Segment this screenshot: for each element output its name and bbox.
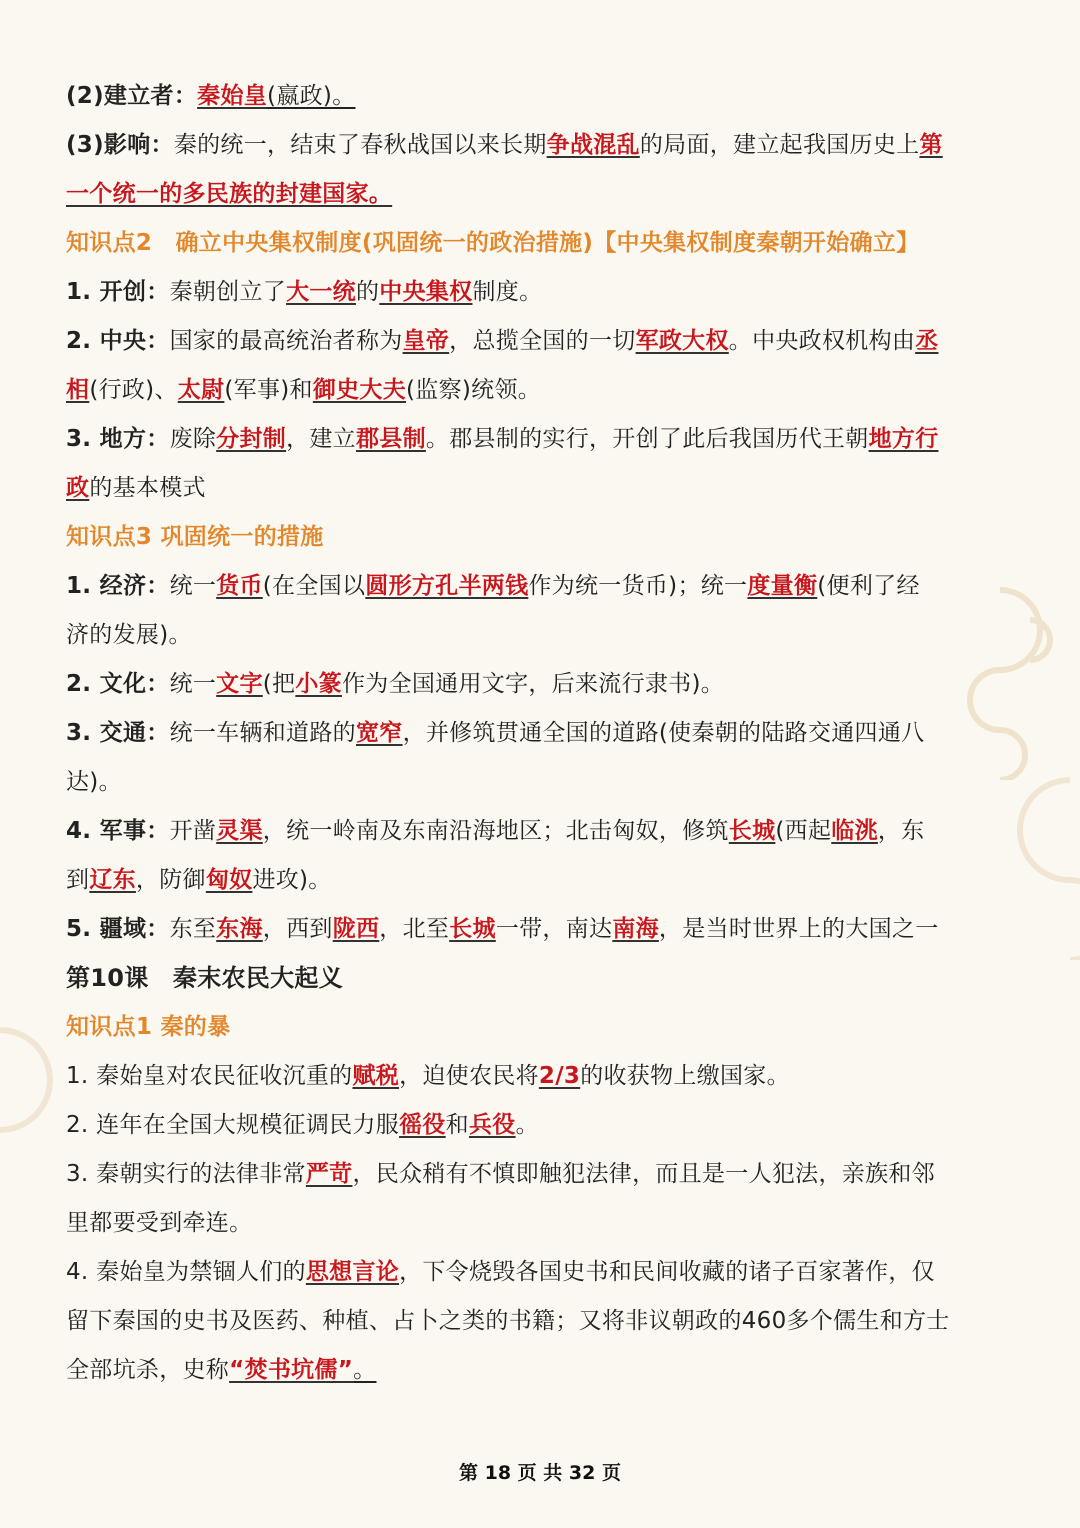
- key-term: 分封制: [216, 426, 287, 452]
- key-term: 太尉: [177, 377, 225, 403]
- key-term: 圆形方孔半两钱: [365, 573, 529, 599]
- line-transport-cont: [66, 758, 1016, 807]
- heading-text: 知识点3 巩固统一的措施: [66, 524, 324, 550]
- key-term: 郡县制: [355, 426, 426, 452]
- text: (在全国以: [262, 573, 366, 599]
- line-law: [66, 1150, 1016, 1199]
- text: 的基本模式: [89, 475, 206, 501]
- line-tax: [66, 1052, 1016, 1101]
- key-term: 第: [919, 132, 943, 158]
- key-term: 度量衡: [747, 573, 818, 599]
- text: ，下令烧毁各国史书和民间收藏的诸子百家著作，仅: [399, 1259, 935, 1285]
- text: ，建立: [286, 426, 356, 452]
- text: 和: [445, 1112, 469, 1138]
- key-term: 秦始皇: [197, 83, 268, 109]
- key-term: 临洮: [831, 818, 878, 844]
- lesson-10-heading: [66, 954, 1016, 1003]
- line-transport: [66, 709, 1016, 758]
- key-term: 东海: [216, 916, 263, 942]
- key-term: 地方行: [868, 426, 939, 452]
- text: ，北至: [379, 916, 450, 942]
- document-body: [66, 72, 1016, 1395]
- text: ，是当时世界上的大国之一: [658, 916, 939, 942]
- label: 2. 文化：: [66, 671, 170, 697]
- line-impact-cont: [66, 170, 1016, 219]
- key-term: 皇帝: [402, 328, 450, 354]
- key-term: 中央集权: [379, 279, 473, 305]
- text: ，统一岭南及东南沿海地区；北击匈奴，修筑: [262, 818, 729, 844]
- line-central-cont: [66, 366, 1016, 415]
- text: ，迫使农民将: [399, 1063, 539, 1089]
- key-term: 赋税: [352, 1063, 400, 1089]
- text: 济的发展)。: [66, 622, 192, 648]
- key-term: 长城: [728, 818, 776, 844]
- knowledge-point-1-heading: [66, 1003, 1016, 1052]
- label: 4. 军事：: [66, 818, 170, 844]
- key-term: 丞: [915, 328, 939, 354]
- text: (把: [262, 671, 296, 697]
- key-term: 思想言论: [305, 1259, 400, 1285]
- text: 2. 连年在全国大规模征调民力服: [66, 1112, 400, 1138]
- key-term: 相: [66, 377, 90, 403]
- heading-text: 第10课 秦末农民大起义: [66, 964, 343, 992]
- text: 。: [515, 1112, 539, 1138]
- text: 作为统一货币)；统一: [528, 573, 748, 599]
- text: 留下秦国的史书及医药、种植、占卜之类的书籍；又将非议朝政的460多个儒生和方士: [66, 1308, 950, 1334]
- key-term: 小篆: [295, 671, 342, 697]
- text: 作为全国通用文字，后来流行隶书)。: [341, 671, 725, 697]
- line-economy-cont: [66, 611, 1016, 660]
- key-term: 政: [66, 475, 90, 501]
- text: 的: [355, 279, 380, 305]
- key-term: 匈奴: [205, 867, 253, 893]
- key-term: 一个统一的多民族的封建国家。: [66, 181, 393, 207]
- label: 3. 地方：: [66, 426, 170, 452]
- text: 东至: [169, 916, 217, 942]
- line-local-cont: [66, 464, 1016, 513]
- text: (监察)统领。: [406, 377, 542, 403]
- key-term: 军政大权: [635, 328, 729, 354]
- text: ，防御: [135, 867, 206, 893]
- label: (2)建立者：: [66, 83, 198, 109]
- line-territory: [66, 905, 1016, 954]
- line-military-cont: [66, 856, 1016, 905]
- line-central: [66, 317, 1016, 366]
- text: (军事)和: [224, 377, 313, 403]
- text: (西起: [775, 818, 832, 844]
- key-term: 灵渠: [216, 818, 263, 844]
- label: 1. 经济：: [66, 573, 170, 599]
- text: 进攻)。: [252, 867, 332, 893]
- heading-text: 知识点2 确立中央集权制度(巩固统一的政治措施)【中央集权制度秦朝开始确立】: [66, 230, 920, 256]
- text: (行政)、: [89, 377, 178, 403]
- line-local: [66, 415, 1016, 464]
- text: 秦的统一，结束了春秋战国以来长期: [173, 132, 547, 158]
- text: 。中央政权机构由: [728, 328, 916, 354]
- text: 的局面，建立起我国历史上: [639, 132, 920, 158]
- text: 。: [353, 1357, 377, 1383]
- text: 全部坑杀，史称: [66, 1357, 230, 1383]
- key-term: 争战混乱: [546, 132, 640, 158]
- line-culture: [66, 660, 1016, 709]
- text: 一带，南达: [495, 916, 613, 942]
- text: 废除: [169, 426, 217, 452]
- text: 开凿: [169, 818, 217, 844]
- key-term: 文字: [216, 671, 263, 697]
- label: 2. 中央：: [66, 328, 170, 354]
- line-thought-cont: [66, 1297, 1016, 1346]
- text: 里都要受到牵连。: [66, 1210, 253, 1236]
- label: (3)影响：: [66, 132, 174, 158]
- text: 达)。: [66, 769, 122, 795]
- text: 秦朝创立了: [169, 279, 287, 305]
- text: 到: [66, 867, 90, 893]
- line-economy: [66, 562, 1016, 611]
- text: ，西到: [262, 916, 333, 942]
- key-term: 御史大夫: [312, 377, 407, 403]
- text: 统一: [169, 671, 217, 697]
- text: 1. 秦始皇对农民征收沉重的: [66, 1063, 353, 1089]
- key-term: 严苛: [305, 1161, 353, 1187]
- line-founder: [66, 72, 1016, 121]
- text: 。郡县制的实行，开创了此后我国历代王朝: [425, 426, 869, 452]
- text: 国家的最高统治者称为: [169, 328, 403, 354]
- line-create: [66, 268, 1016, 317]
- line-impact: [66, 121, 1016, 170]
- label: 3. 交通：: [66, 720, 170, 746]
- text: ，总揽全国的一切: [449, 328, 636, 354]
- text: 统一车辆和道路的: [169, 720, 356, 746]
- key-term: 长城: [449, 916, 496, 942]
- label: 1. 开创：: [66, 279, 170, 305]
- key-term: 宽窄: [355, 720, 403, 746]
- line-military: [66, 807, 1016, 856]
- text: 4. 秦始皇为禁锢人们的: [66, 1259, 306, 1285]
- key-term: 徭役: [399, 1112, 446, 1138]
- key-term: 货币: [216, 573, 263, 599]
- text: ，民众稍有不慎即触犯法律，而且是一人犯法，亲族和邻: [352, 1161, 935, 1187]
- key-term: 兵役: [468, 1112, 516, 1138]
- key-term: “焚书坑儒”: [229, 1357, 354, 1383]
- page-number-footer: 第 18 页 共 32 页: [459, 1462, 621, 1484]
- heading-text: 知识点1 秦的暴: [66, 1014, 231, 1040]
- knowledge-point-2-heading: [66, 219, 1016, 268]
- label: 5. 疆域：: [66, 916, 170, 942]
- key-term: 辽东: [89, 867, 136, 893]
- text: 3. 秦朝实行的法律非常: [66, 1161, 306, 1187]
- line-law-cont: [66, 1199, 1016, 1248]
- text: ，并修筑贯通全国的道路(使秦朝的陆路交通四通八: [402, 720, 925, 746]
- line-labor: [66, 1101, 1016, 1150]
- text: (便利了经: [817, 573, 920, 599]
- text: 制度。: [472, 279, 543, 305]
- key-term: 陇西: [332, 916, 380, 942]
- text: 统一: [169, 573, 217, 599]
- key-term: 南海: [612, 916, 659, 942]
- text: (嬴政)。: [267, 83, 356, 109]
- key-term: 大一统: [286, 279, 356, 305]
- knowledge-point-3-heading: [66, 513, 1016, 562]
- line-thought-cont-2: [66, 1346, 1016, 1395]
- line-thought: [66, 1248, 1016, 1297]
- text: 的收获物上缴国家。: [580, 1063, 790, 1089]
- key-term: 2/3: [538, 1063, 581, 1089]
- text: ，东: [877, 818, 925, 844]
